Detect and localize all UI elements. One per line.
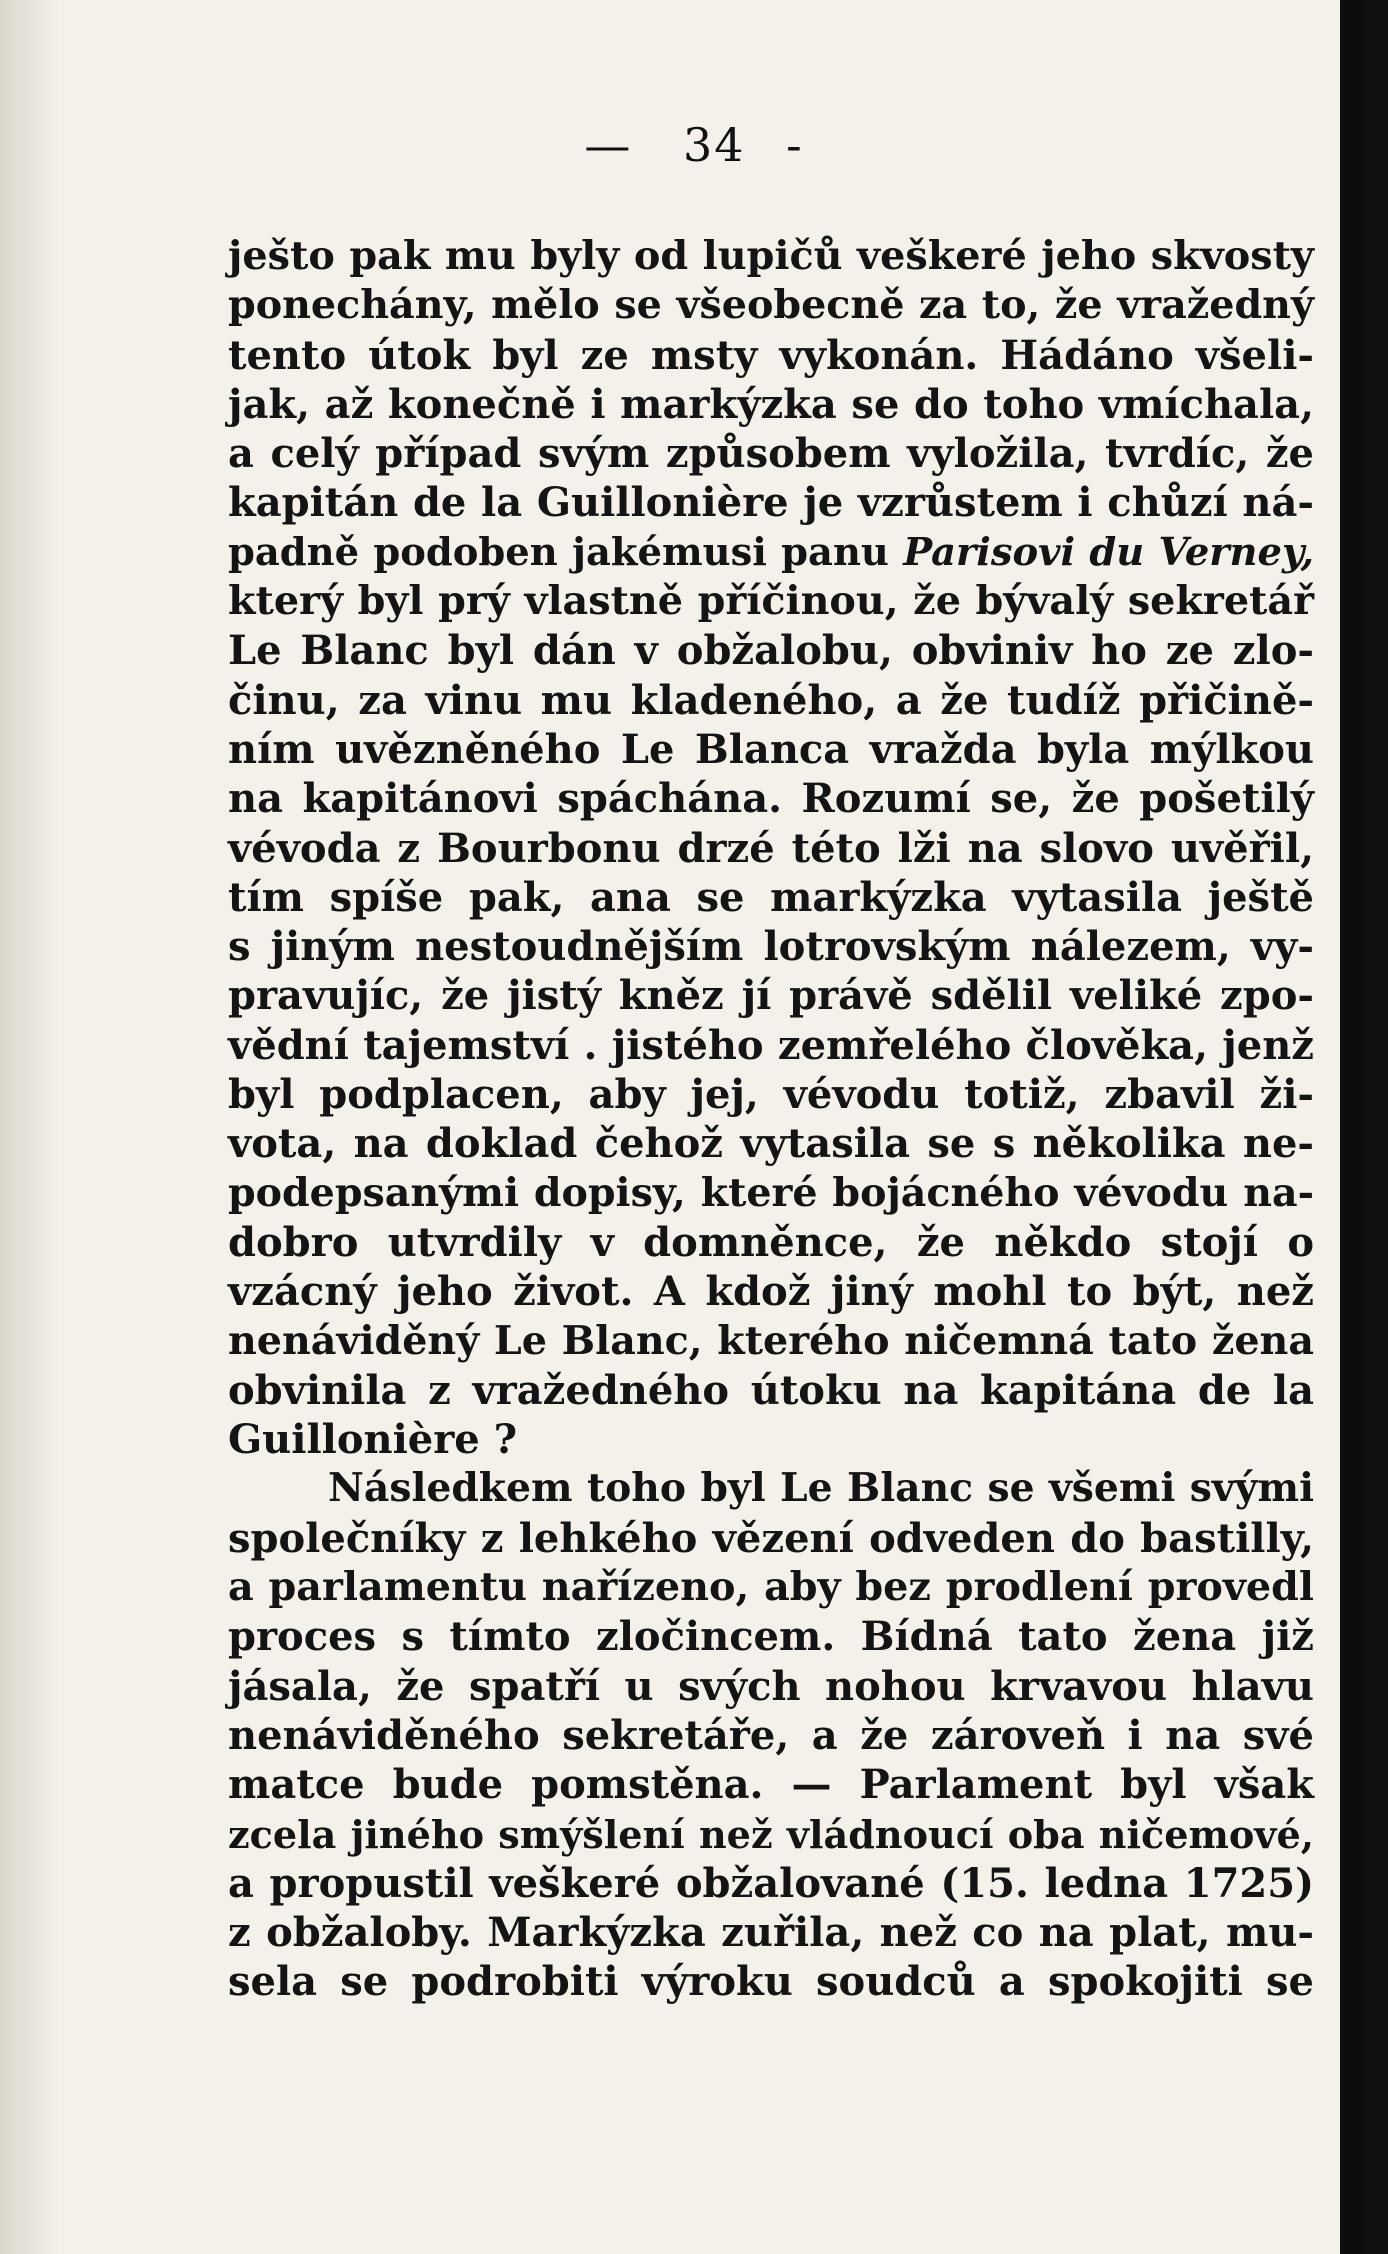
body-text [228, 232, 1314, 2007]
text-line-with-italic [228, 528, 1314, 577]
text-line: vědní tajemství . jistého zemřelého člověka, jenž [228, 1021, 1314, 1069]
text-line: a propustil veškeré obžalované (15. ledna 1725) [228, 1859, 1314, 1907]
text-line-paragraph-start: Následkem toho byl Le Blanc se všemi svými [328, 1465, 1314, 1512]
text-line: z obžaloby. Markýzka zuřila, než co na plat, mu- [228, 1909, 1314, 1957]
text-line: na kapitánovi spáchána. Rozumí se, že pošetilý [228, 775, 1314, 823]
text-line: s jiným nestoudnějším lotrovským nálezem, vy- [228, 923, 1314, 971]
text-line: sela se podrobiti výroku soudců a spokojiti se [228, 1958, 1314, 2006]
text-line-paragraph-end: Guillonière ? [228, 1416, 518, 1464]
text-line: jásala, že spatří u svých nohou krvavou hlavu [228, 1662, 1314, 1710]
text-line: pravujíc, že jistý kněz jí právě sdělil veliké zpo- [228, 972, 1314, 1020]
text-line: nenáviděný Le Blanc, kterého ničemná tato žena [228, 1317, 1314, 1364]
page-number: 34 [682, 118, 746, 172]
italic-name: Parisovi du Verney, [903, 529, 1314, 575]
text-line: vzácný jeho život. A kdož jiný mohl to být, než [228, 1268, 1314, 1316]
page-number-dash-right: - [786, 118, 804, 172]
text-line: a celý případ svým způsobem vyložila, tvrdíc, že [228, 430, 1314, 478]
text-line: ním uvězněného Le Blanca vražda byla mýlkou [228, 725, 1314, 773]
text-line: vévoda z Bourbonu drzé této lži na slovo uvěřil, [228, 824, 1314, 872]
text-line: vota, na doklad čehož vytasila se s několika ne- [228, 1120, 1314, 1168]
text-line: Le Blanc byl dán v obžalobu, obviniv ho ze zlo- [228, 627, 1314, 675]
text-line: ješto pak mu byly od lupičů veškeré jeho skvosty [228, 233, 1314, 279]
text-line: společníky z lehkého vězení odveden do bastilly, [228, 1514, 1314, 1562]
page-number-dash-left: — [584, 118, 633, 172]
text-line: kapitán de la Guillonière je vzrůstem i chůzí ná- [228, 479, 1314, 527]
text-line: podepsanými dopisy, které bojácného vévodu na- [228, 1169, 1314, 1216]
text-line: tím spíše pak, ana se markýzka vytasila ještě [228, 873, 1314, 921]
text-line: byl podplacen, aby jej, vévodu totiž, zbavil ži- [228, 1071, 1314, 1119]
text-line: nenáviděného sekretáře, a že zároveň i na své [228, 1711, 1314, 1759]
text-line-part: padně podoben jakémusi panu [228, 529, 889, 575]
text-line: který byl prý vlastně příčinou, že bývalý sekretář [228, 578, 1314, 625]
text-line: činu, za vinu mu kladeného, a že tudíž přičině- [228, 676, 1314, 724]
text-line: matce bude pomstěna. — Parlament byl však [228, 1761, 1314, 1809]
text-line: proces s tímto zločincem. Bídná tato žena již [228, 1613, 1314, 1661]
binding-shadow [0, 0, 60, 2254]
text-line: a parlamentu nařízeno, aby bez prodlení provedl [228, 1564, 1314, 1611]
text-line: dobro utvrdily v domněnce, že někdo stojí o [228, 1218, 1314, 1266]
page-number-header [0, 118, 1364, 172]
page-edge [1340, 0, 1364, 2254]
text-line: obvinila z vražedného útoku na kapitána de la [228, 1366, 1314, 1414]
text-line: jak, až konečně i markýzka se do toho vmíchala, [228, 380, 1314, 428]
text-line: zcela jiného smýšlení než vládnoucí oba ničemové, [228, 1811, 1314, 1857]
text-line: ponechány, mělo se všeobecně za to, že vražedný [228, 282, 1314, 329]
text-line: tento útok byl ze msty vykonán. Hádáno všeli- [228, 331, 1314, 379]
